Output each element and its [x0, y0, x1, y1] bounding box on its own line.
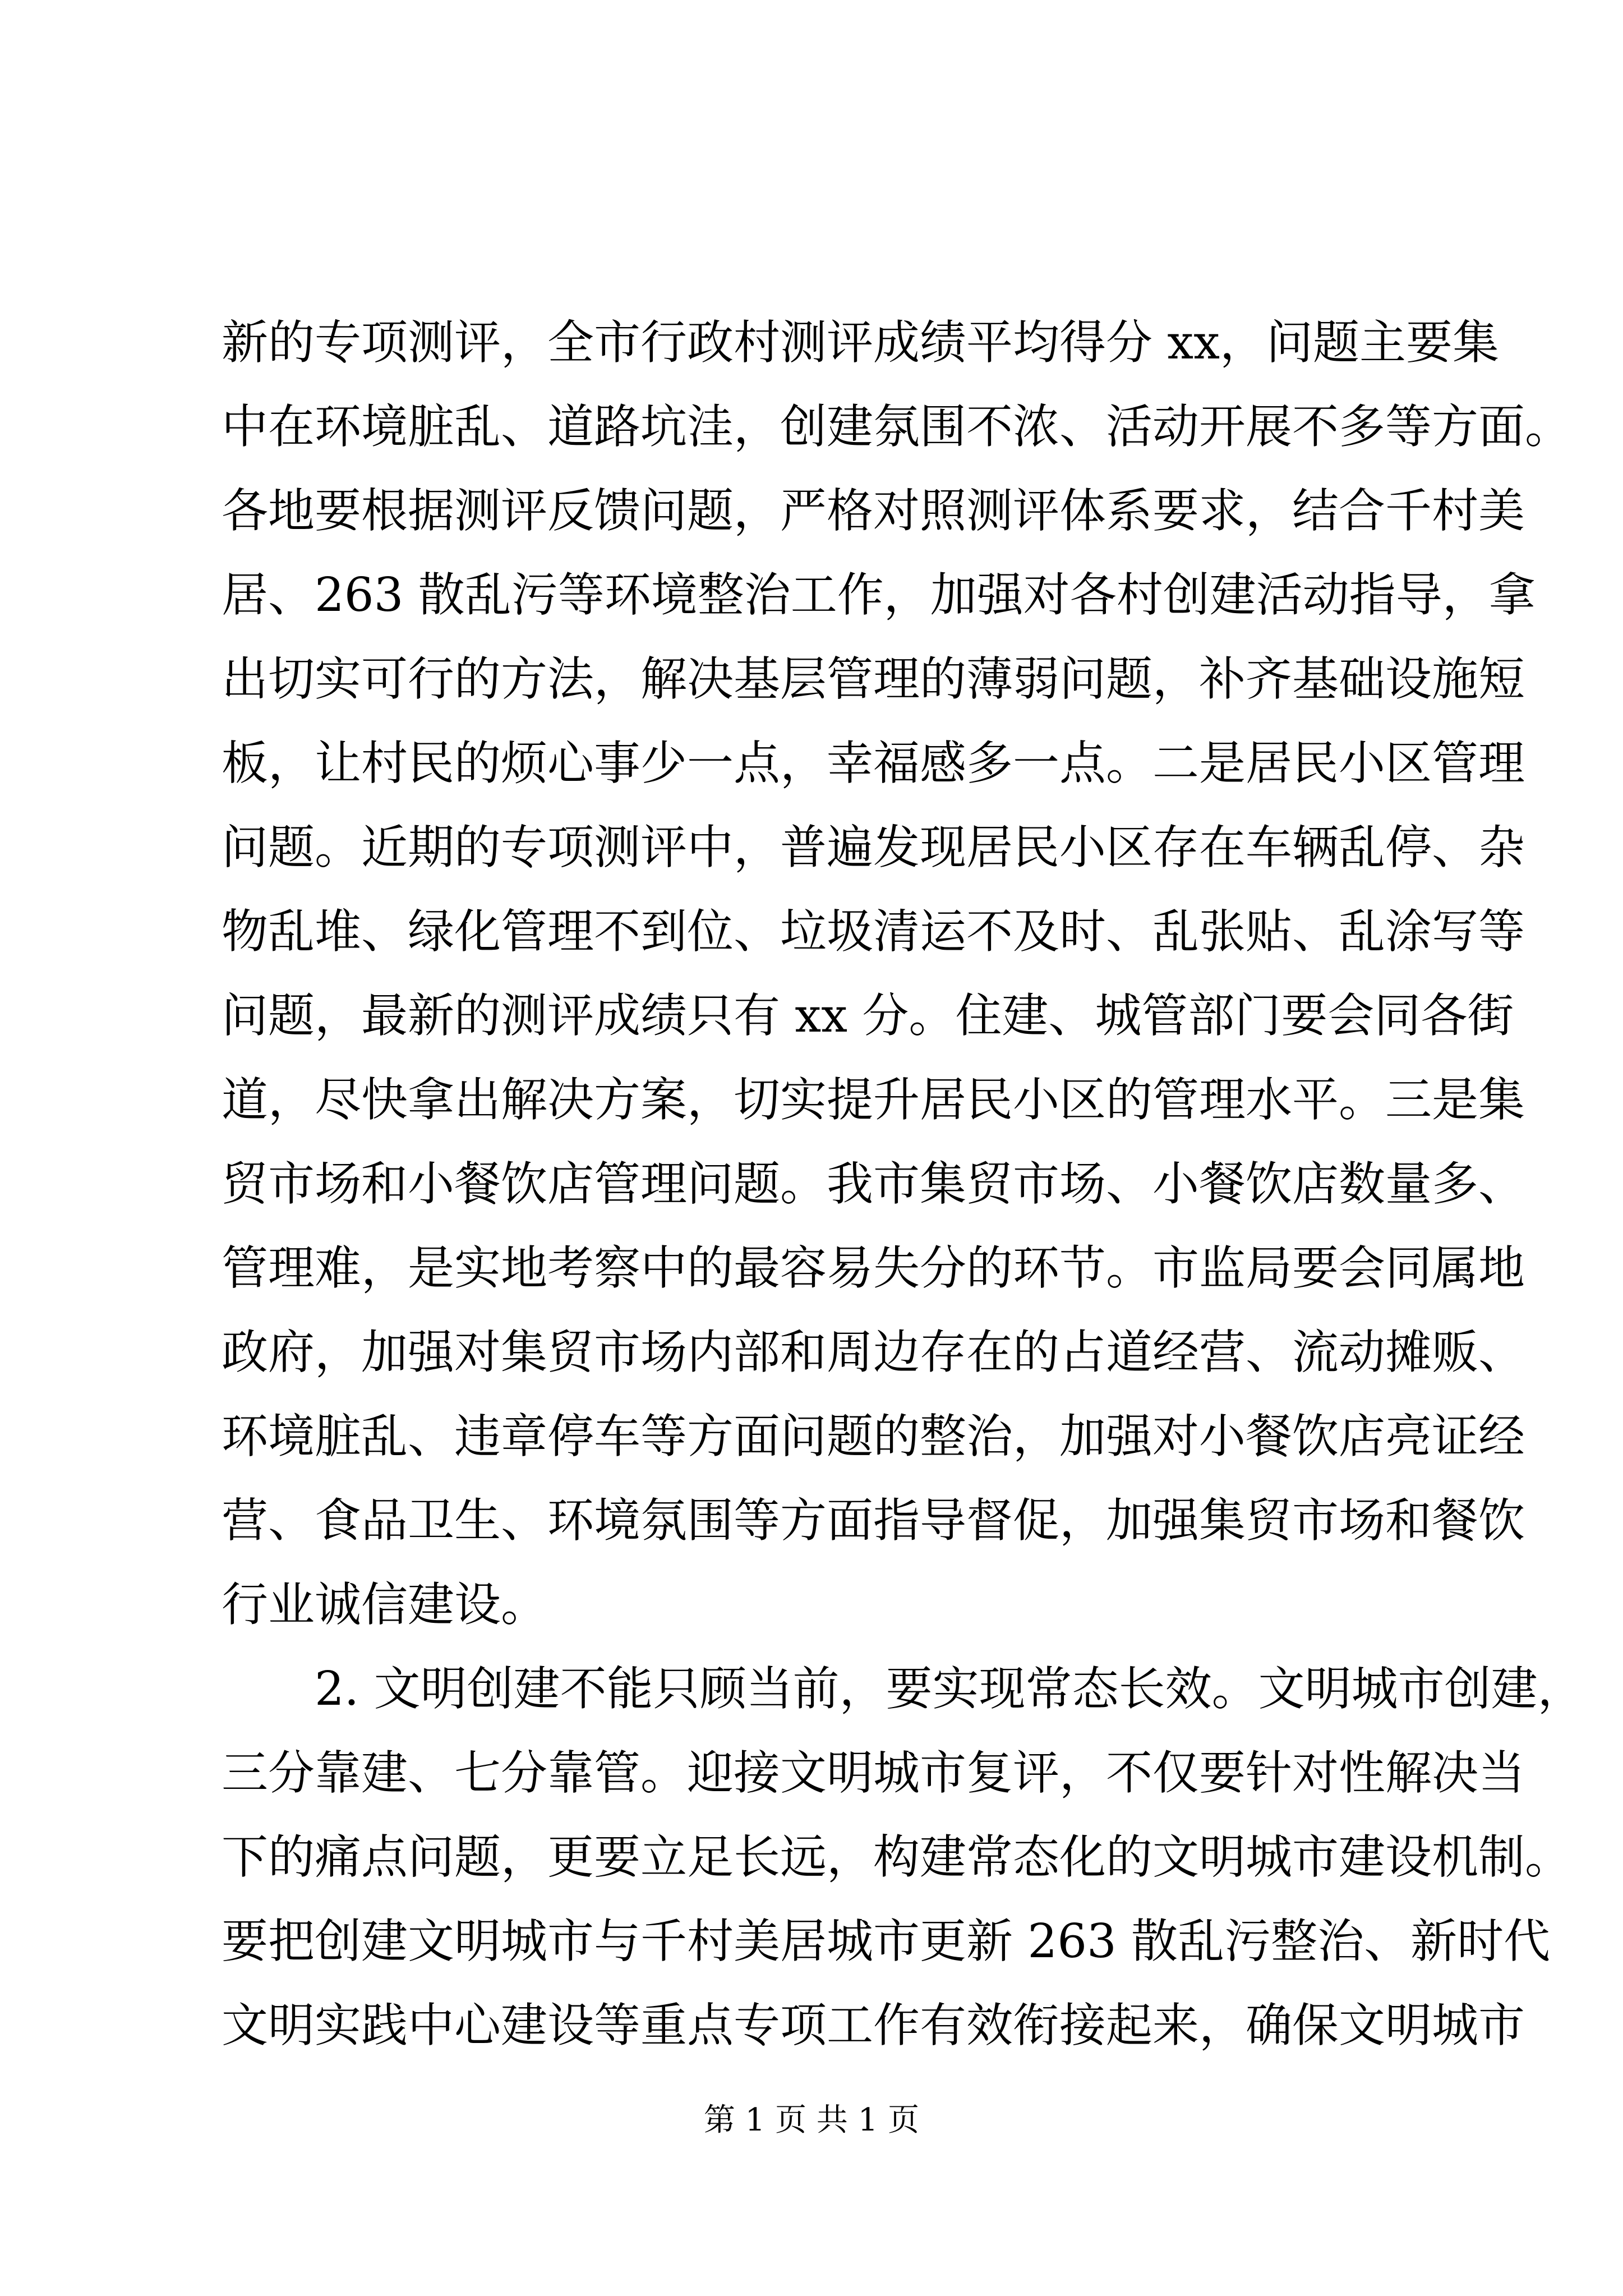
text-line: 三分靠建、七分靠管。迎接文明城市复评，不仅要针对性解决当 [222, 1746, 1525, 1800]
text-line: 物乱堆、绿化管理不到位、垃圾清运不及时、乱张贴、乱涂写等 [222, 904, 1525, 959]
text-line: 环境脏乱、违章停车等方面问题的整治，加强对小餐饮店亮证经 [222, 1409, 1525, 1464]
text-line: 要把创建文明城市与千村美居城市更新 263 散乱污整治、新时代 [222, 1914, 1551, 1968]
text-line: 板，让村民的烦心事少一点，幸福感多一点。二是居民小区管理 [222, 736, 1525, 790]
text-line: 居、263 散乱污等环境整治工作，加强对各村创建活动指导，拿 [222, 568, 1536, 622]
text-line: 中在环境脏乱、道路坑洼，创建氛围不浓、活动开展不多等方面。 [222, 399, 1571, 454]
text-line: 政府，加强对集贸市场内部和周边存在的占道经营、流动摊贩、 [222, 1325, 1525, 1379]
text-line: 贸市场和小餐饮店管理问题。我市集贸市场、小餐饮店数量多、 [222, 1157, 1525, 1211]
text-line: 行业诚信建设。 [222, 1577, 547, 1632]
text-line: 下的痛点问题，更要立足长远，构建常态化的文明城市建设机制。 [222, 1830, 1571, 1884]
document-body [222, 301, 1584, 2068]
paragraph-2 [222, 1647, 1584, 2068]
text-line: 出切实可行的方法，解决基层管理的薄弱问题，补齐基础设施短 [222, 652, 1525, 706]
text-line: 2. 文明创建不能只顾当前，要实现常态长效。文明城市创建， [315, 1662, 1584, 1716]
text-line: 道，尽快拿出解决方案，切实提升居民小区的管理水平。三是集 [222, 1073, 1525, 1127]
text-line: 营、食品卫生、环境氛围等方面指导督促，加强集贸市场和餐饮 [222, 1493, 1525, 1548]
text-line: 管理难，是实地考察中的最容易失分的环节。市监局要会同属地 [222, 1241, 1525, 1295]
text-line: 问题，最新的测评成绩只有 xx 分。住建、城管部门要会同各街 [222, 988, 1514, 1043]
text-line: 问题。近期的专项测评中，普遍发现居民小区存在车辆乱停、杂 [222, 820, 1525, 875]
page-number-footer: 第 1 页 共 1 页 [703, 2102, 920, 2138]
paragraph-1 [222, 301, 1571, 1647]
text-line: 新的专项测评，全市行政村测评成绩平均得分 xx，问题主要集 [222, 315, 1499, 370]
text-line: 文明实践中心建设等重点专项工作有效衔接起来，确保文明城市 [222, 1998, 1525, 2053]
text-line: 各地要根据测评反馈问题，严格对照测评体系要求，结合千村美 [222, 484, 1525, 538]
